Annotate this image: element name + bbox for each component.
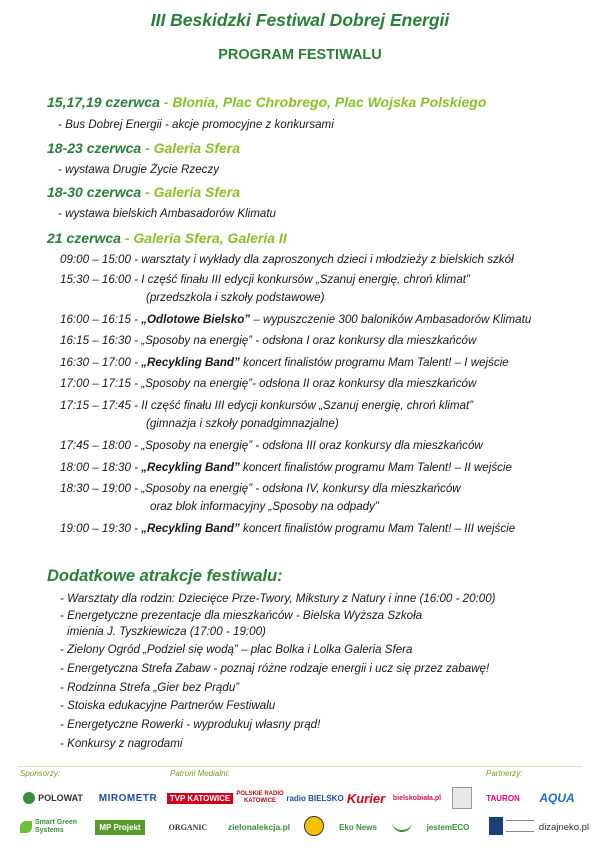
section-header xyxy=(47,140,240,156)
logo-text: ORGANIC xyxy=(168,822,208,832)
logo-mirometr xyxy=(92,788,164,808)
section-date: 18-23 czerwca xyxy=(47,140,142,156)
logo-text: MIROMETR xyxy=(98,792,158,804)
schedule-text: 15:30 – 16:00 - I część finału III edycji konkursów „Szanuj energię, chroń klimat” xyxy=(60,273,470,286)
emblem-text-lines xyxy=(506,820,534,832)
section-date: 21 czerwca xyxy=(47,230,121,246)
schedule-line xyxy=(60,461,512,474)
schedule-text: koncert finalistów programu Mam Talent! – II wejście xyxy=(239,461,512,474)
logo-partner-emblem xyxy=(450,786,474,810)
schedule-text: 09:00 – 15:00 - warsztaty i wykłady dla zaproszonych dzieci i młodzieży z bielskich szkół xyxy=(60,253,514,266)
page-subtitle: PROGRAM FESTIWALU xyxy=(218,47,382,63)
partners-label: Partnerzy: xyxy=(486,769,523,778)
logo-text: zielonalekcja.pl xyxy=(227,822,291,832)
logo-text: TAURON xyxy=(486,793,520,803)
section-header xyxy=(47,230,287,246)
schedule-line xyxy=(60,482,461,495)
logo-text: radio BIELSKO xyxy=(286,793,344,803)
schedule-text: – wypuszczenie 300 baloników Ambasadorów Klimatu xyxy=(250,313,532,326)
logo-tauron xyxy=(480,788,526,808)
logo-radio-bielsko xyxy=(286,786,344,810)
logo-institution xyxy=(486,814,536,838)
schedule-line xyxy=(60,439,483,452)
footer-divider xyxy=(18,766,582,767)
schedule-text: 18:30 – 19:00 - „Sposoby na energię” - odsłona IV, konkursy dla mieszkańców xyxy=(60,482,461,495)
wave-icon xyxy=(392,822,412,832)
schedule-line xyxy=(60,399,473,412)
schedule-line xyxy=(146,417,339,430)
schedule-text: koncert finalistów programu Mam Talent! – I wejście xyxy=(239,356,509,369)
schedule-line xyxy=(60,253,514,266)
section-place: - Galeria Sfera xyxy=(141,184,241,200)
logo-polowat xyxy=(20,786,86,810)
logo-eko-news xyxy=(334,816,382,838)
emblem-icon xyxy=(304,816,324,836)
schedule-line xyxy=(60,522,515,535)
logo-smart-green xyxy=(20,815,82,839)
logo-round-emblem xyxy=(302,814,326,838)
extras-item: - Stoiska edukacyjne Partnerów Festiwalu xyxy=(60,699,276,712)
logo-mp-projekt xyxy=(88,816,152,838)
logo-bielskobiala xyxy=(390,788,444,808)
schedule-text: 16:00 – 16:15 - xyxy=(60,313,142,326)
schedule-line xyxy=(150,500,379,513)
logo-text: TVP KATOWICE xyxy=(167,793,233,804)
extras-item: - Energetyczne prezentacje dla mieszkańców - Bielska Wyższa Szkoła xyxy=(60,609,423,622)
leaf-icon xyxy=(20,821,32,833)
schedule-text: 17:00 – 17:15 - „Sposoby na energię”- odsłona II oraz konkursy dla mieszkańców xyxy=(60,377,477,390)
logo-text: dizajneko.pl xyxy=(538,821,590,833)
schedule-text: (przedszkola i szkoły podstawowe) xyxy=(146,291,325,304)
logo-text: Smart Green Systems xyxy=(35,819,78,834)
schedule-line xyxy=(60,273,470,286)
extras-item: - Warsztaty dla rodzin: Dziecięce Prze-Twory, Mikstury z Natury i inne (16:00 - 20:00) xyxy=(60,592,496,605)
logo-aqua xyxy=(532,788,582,808)
logo-kurier xyxy=(346,786,386,810)
logo-text: jestemECO xyxy=(426,822,470,832)
page-title: III Beskidzki Festiwal Dobrej Energii xyxy=(150,10,450,30)
logo-text: POLOWAT xyxy=(38,793,83,803)
event-name: „Odlotowe Bielsko” xyxy=(141,313,251,326)
logo-text: MP Projekt xyxy=(95,820,144,835)
schedule-line xyxy=(146,291,325,304)
schedule-line xyxy=(60,313,531,326)
section-place: - Błonia, Plac Chrobrego, Plac Wojska Polskiego xyxy=(163,94,487,110)
emblem-icon xyxy=(489,817,503,835)
logo-jestem-eco xyxy=(420,816,476,838)
logo-eko-zycie xyxy=(388,816,416,838)
logo-text: bielskobiała.pl xyxy=(392,794,442,802)
polowat-icon xyxy=(23,792,35,804)
logo-polskie-radio xyxy=(234,786,286,810)
schedule-line xyxy=(60,356,509,369)
section-date: 15,17,19 czerwca xyxy=(47,94,164,110)
logo-zielonalekcja xyxy=(222,816,296,838)
section-item: - wystawa Drugie Życie Rzeczy xyxy=(58,163,220,176)
schedule-text: koncert finalistów programu Mam Talent! – III wejście xyxy=(239,522,516,535)
schedule-text: 17:45 – 18:00 - „Sposoby na energię” - odsłona III oraz konkursy dla mieszkańców xyxy=(60,439,483,452)
logo-dizajneko xyxy=(538,816,590,838)
extras-item: - Energetyczne Rowerki - wyprodukuj własny prąd! xyxy=(60,718,321,731)
sponsors-label: Sponsorzy: xyxy=(20,769,61,778)
section-date: 18-30 czerwca xyxy=(47,184,142,200)
section-place: - Galeria Sfera xyxy=(141,140,241,156)
section-item: - Bus Dobrej Energii - akcje promocyjne z konkursami xyxy=(58,118,334,131)
event-name: „Recykling Band” xyxy=(141,356,240,369)
extras-title: Dodatkowe atrakcje festiwalu: xyxy=(47,567,283,585)
schedule-text: 16:15 – 16:30 - „Sposoby na energię” - odsłona I oraz konkursy dla mieszkańców xyxy=(60,334,477,347)
section-header xyxy=(47,94,486,110)
event-name: „Recykling Band” xyxy=(141,461,240,474)
section-item: - wystawa bielskich Ambasadorów Klimatu xyxy=(58,207,276,220)
extras-item: - Zielony Ogród „Podziel się wodą” – plac Bolka i Lolka Galeria Sfera xyxy=(60,643,413,656)
media-label: Patroni Medialni: xyxy=(170,769,230,778)
schedule-text: 18:00 – 18:30 - xyxy=(60,461,142,474)
schedule-text: 19:00 – 19:30 - xyxy=(60,522,142,535)
extras-item: - Energetyczna Strefa Zabaw - poznaj różne rodzaje energii i ucz się przez zabawę! xyxy=(60,662,490,675)
logo-organic xyxy=(158,818,218,836)
logo-tvp xyxy=(169,790,231,806)
schedule-text: 17:15 – 17:45 - II część finału III edycji konkursów „Szanuj energię, chroń klimat” xyxy=(60,399,474,412)
schedule-text: oraz blok informacyjny „Sposoby na odpady” xyxy=(150,500,379,513)
schedule-text: 16:30 – 17:00 - xyxy=(60,356,142,369)
logo-text: Kurier xyxy=(346,790,386,806)
logo-text: AQUA xyxy=(539,791,575,805)
logo-text: Eko News xyxy=(339,822,377,832)
schedule-text: (gimnazja i szkoły ponadgimnazjalne) xyxy=(146,417,339,430)
emblem-icon xyxy=(452,787,472,809)
extras-item: - Konkursy z nagrodami xyxy=(60,737,183,750)
section-header xyxy=(47,184,240,200)
extras-item: - Rodzinna Strefa „Gier bez Prądu” xyxy=(60,681,240,694)
section-place: - Galeria Sfera, Galeria II xyxy=(120,230,287,246)
event-name: „Recykling Band” xyxy=(141,522,240,535)
logo-text: POLSKIE RADIO KATOWICE xyxy=(236,791,284,804)
schedule-line xyxy=(60,334,476,347)
extras-item: imienia J. Tyszkiewicza (17:00 - 19:00) xyxy=(67,625,266,638)
schedule-line xyxy=(60,377,476,390)
